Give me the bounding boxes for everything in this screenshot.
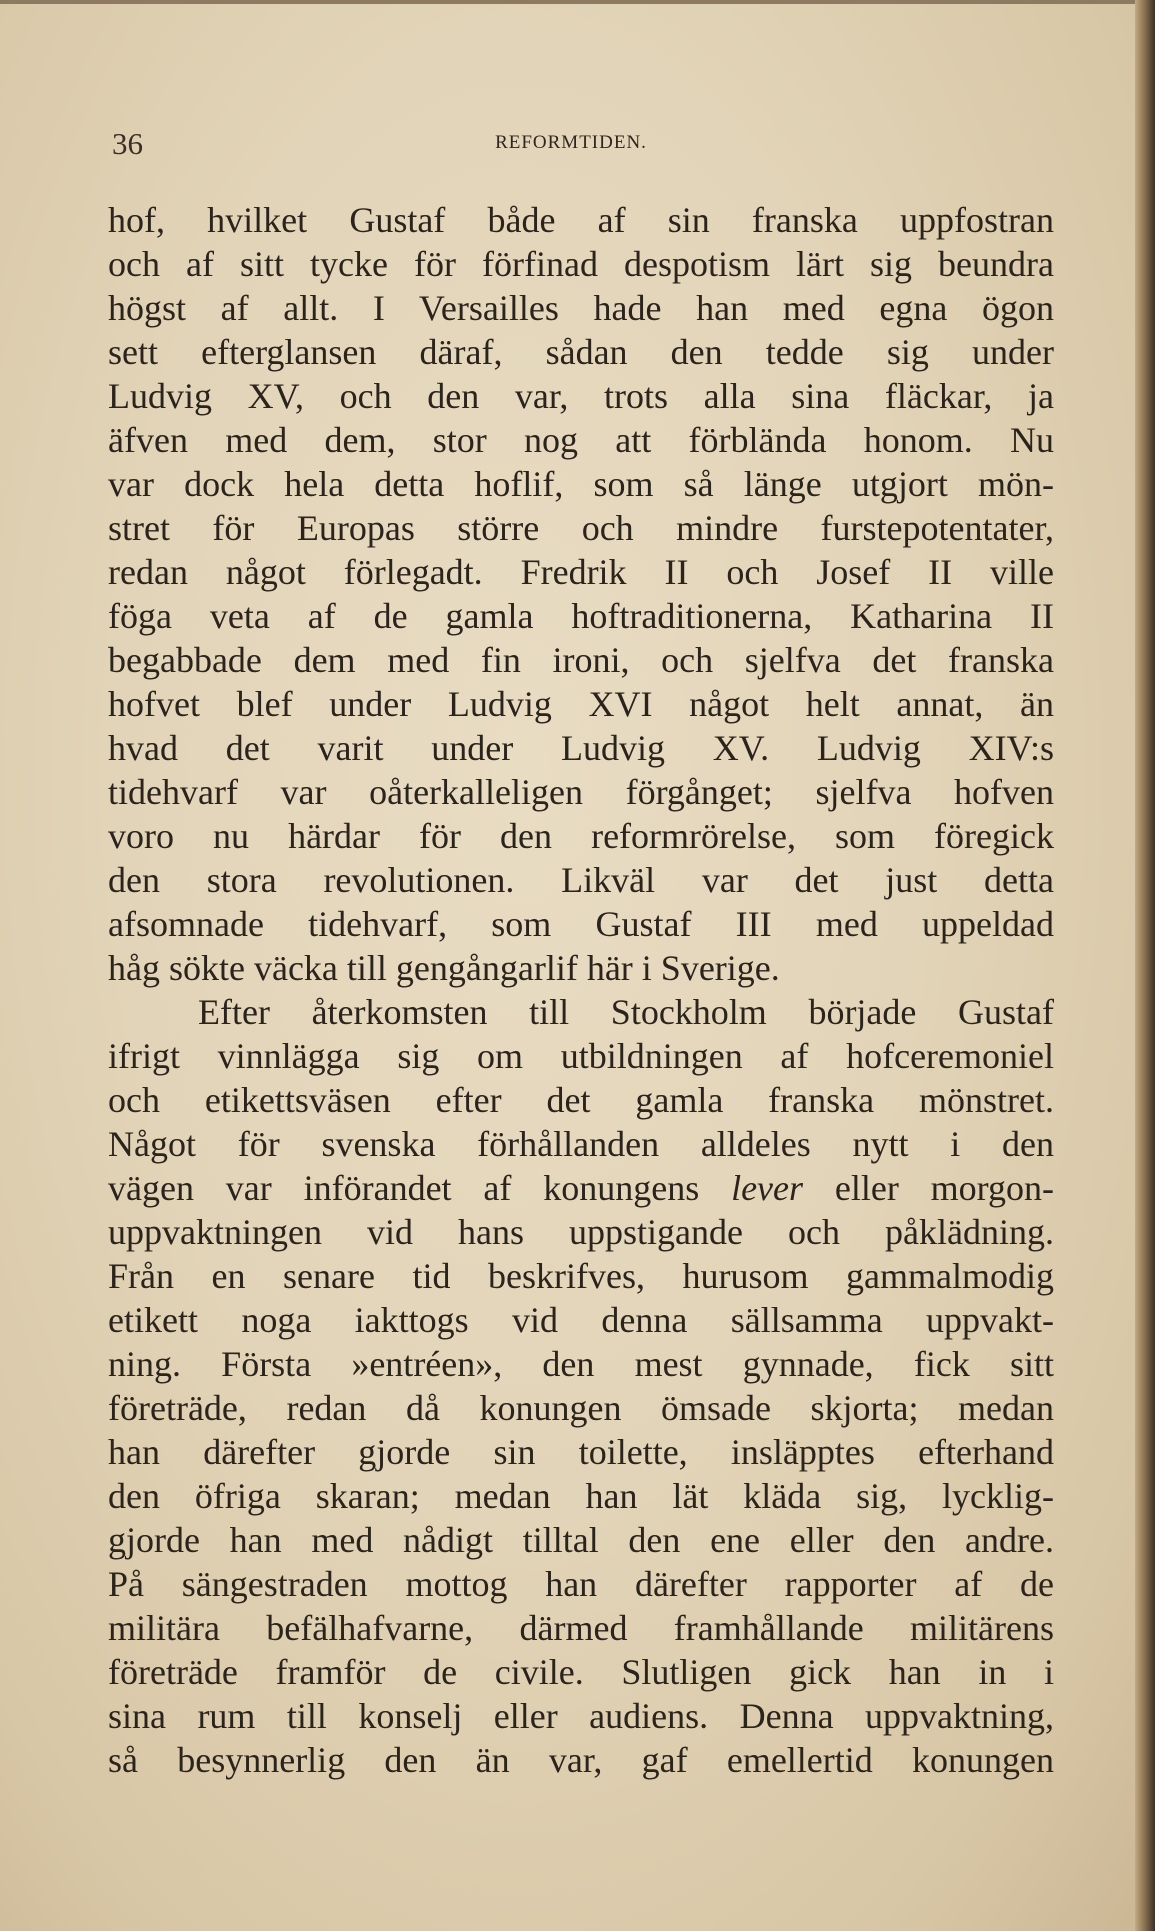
text-line: hofvet blef under Ludvig XVI något helt annat, än (108, 684, 1054, 724)
text-line-paragraph-start: Efter återkomsten till Stockholm började Gustaf (198, 992, 1054, 1032)
page-top-edge (0, 0, 1135, 4)
text-line-with-italic (108, 1166, 1054, 1210)
italic-word: lever (731, 1168, 804, 1208)
text-line-paragraph-end: håg sökte väcka till gengångarlif här i Sverige. (108, 948, 780, 988)
text-line: ifrigt vinnlägga sig om utbildningen af hofceremoniel (108, 1036, 1054, 1076)
text-line: så besynnerlig den än var, gaf emellertid konungen (108, 1740, 1054, 1780)
running-head: REFORMTIDEN. (495, 132, 647, 153)
page-number: 36 (112, 126, 143, 161)
text-line: Något för svenska förhållanden alldeles nytt i den (108, 1124, 1054, 1164)
text-line: voro nu härdar för den reformrörelse, som föregick (108, 816, 1054, 856)
page-header (112, 124, 1030, 164)
text-segment: vägen var införandet af konungens (108, 1168, 732, 1208)
text-line: sina rum till konselj eller audiens. Denna uppvaktning, (108, 1696, 1054, 1736)
text-line: den öfriga skaran; medan han lät kläda sig, lycklig- (108, 1476, 1054, 1516)
text-line: företräde framför de civile. Slutligen gick han in i (108, 1652, 1054, 1692)
text-line: redan något förlegadt. Fredrik II och Josef II ville (108, 552, 1054, 592)
text-line: högst af allt. I Versailles hade han med egna ögon (108, 288, 1054, 328)
text-line: hvad det varit under Ludvig XV. Ludvig XIV:s (108, 728, 1054, 768)
text-line: uppvaktningen vid hans uppstigande och påklädning. (108, 1212, 1054, 1252)
body-text (108, 198, 1054, 1788)
text-line: Från en senare tid beskrifves, hurusom gammalmodig (108, 1256, 1054, 1296)
text-line: gjorde han med nådigt tilltal den ene eller den andre. (108, 1520, 1054, 1560)
text-line: hof, hvilket Gustaf både af sin franska uppfostran (108, 200, 1054, 240)
text-segment: eller morgon- (803, 1168, 1054, 1208)
text-line: föga veta af de gamla hoftraditionerna, Katharina II (108, 596, 1054, 636)
text-line: stret för Europas större och mindre furstepotentater, (108, 508, 1054, 548)
text-line: Ludvig XV, och den var, trots alla sina fläckar, ja (108, 376, 1054, 416)
text-line: äfven med dem, stor nog att förblända honom. Nu (108, 420, 1054, 460)
text-line: militära befälhafvarne, därmed framhållande militärens (108, 1608, 1054, 1648)
text-line: var dock hela detta hoflif, som så länge utgjort mön- (108, 464, 1054, 504)
text-line: ning. Första »entréen», den mest gynnade, fick sitt (108, 1344, 1054, 1384)
text-line: tidehvarf var oåterkalleligen förgånget; sjelfva hofven (108, 772, 1054, 812)
text-line: begabbade dem med fin ironi, och sjelfva det franska (108, 640, 1054, 680)
text-line: sett efterglansen däraf, sådan den tedde sig under (108, 332, 1054, 372)
text-line: han därefter gjorde sin toilette, insläpptes efterhand (108, 1432, 1054, 1472)
book-spine-shadow (1135, 0, 1155, 1931)
text-line: och af sitt tycke för förfinad despotism lärt sig beundra (108, 244, 1054, 284)
text-line: På sängestraden mottog han därefter rapporter af de (108, 1564, 1054, 1604)
text-line: och etikettsväsen efter det gamla franska mönstret. (108, 1080, 1054, 1120)
text-line: företräde, redan då konungen ömsade skjorta; medan (108, 1388, 1054, 1428)
text-line: den stora revolutionen. Likväl var det just detta (108, 860, 1054, 900)
text-line: etikett noga iakttogs vid denna sällsamma uppvakt- (108, 1300, 1054, 1340)
text-line: afsomnade tidehvarf, som Gustaf III med uppeldad (108, 904, 1054, 944)
